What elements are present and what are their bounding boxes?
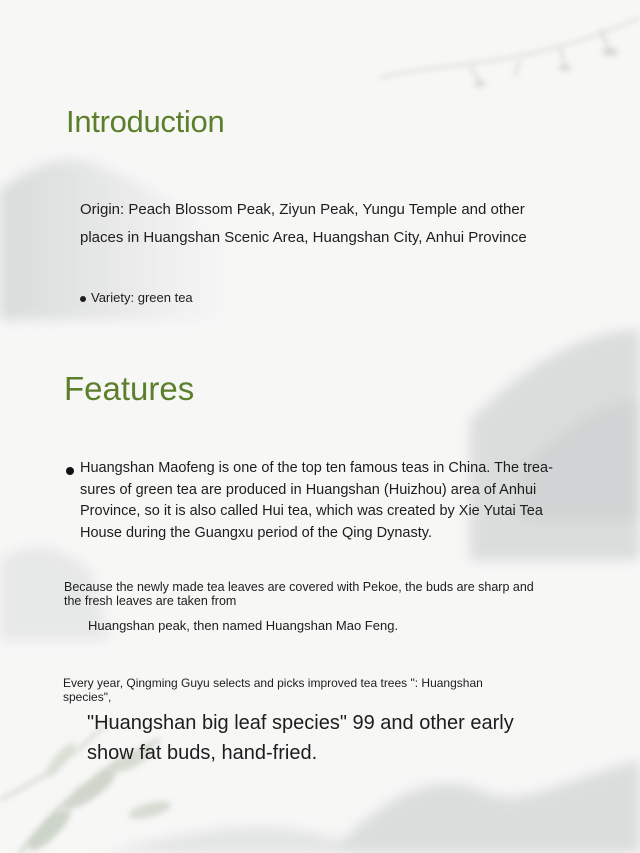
origin-line: places in Huangshan Scenic Area, Huangshan City, Anhui Province (80, 229, 527, 246)
pekoe-paragraph (64, 580, 564, 608)
features-heading: Features (64, 370, 195, 407)
qingming-paragraph (63, 677, 543, 704)
introduction-heading: Introduction (66, 104, 225, 139)
qingming-line: Every year, Qingming Guyu selects and picks improved tea trees ": Huangshan (63, 676, 483, 690)
origin-line: Origin: Peach Blossom Peak, Ziyun Peak, Yungu Temple and other (80, 201, 525, 218)
origin-paragraph (80, 196, 570, 252)
features-line: Province, so it is also called Hui tea, which was created by Xie Yutai Tea (80, 503, 543, 519)
pekoe-line: the fresh leaves are taken from (64, 594, 237, 608)
qingming-line: species", (63, 689, 112, 704)
variety-text: Variety: green tea (91, 290, 193, 305)
features-paragraph (80, 458, 555, 544)
bullet-icon (66, 467, 74, 475)
features-line: House during the Guangxu period of the Qing Dynasty. (80, 524, 432, 541)
features-line: Huangshan Maofeng is one of the top ten famous teas in China. The trea- (80, 460, 553, 476)
pekoe-line: Because the newly made tea leaves are covered with Pekoe, the buds are sharp and (64, 580, 534, 594)
big-leaf-line: show fat buds, hand-fried. (87, 742, 318, 764)
variety-item (80, 290, 193, 305)
big-leaf-paragraph (87, 708, 567, 768)
bullet-icon (80, 296, 86, 302)
mao-feng-text: Huangshan peak, then named Huangshan Mao Feng. (88, 618, 399, 633)
big-leaf-line: "Huangshan big leaf species" 99 and other early (87, 712, 514, 734)
features-line: sures of green tea are produced in Huangshan (Huizhou) area of Anhui (80, 481, 537, 498)
